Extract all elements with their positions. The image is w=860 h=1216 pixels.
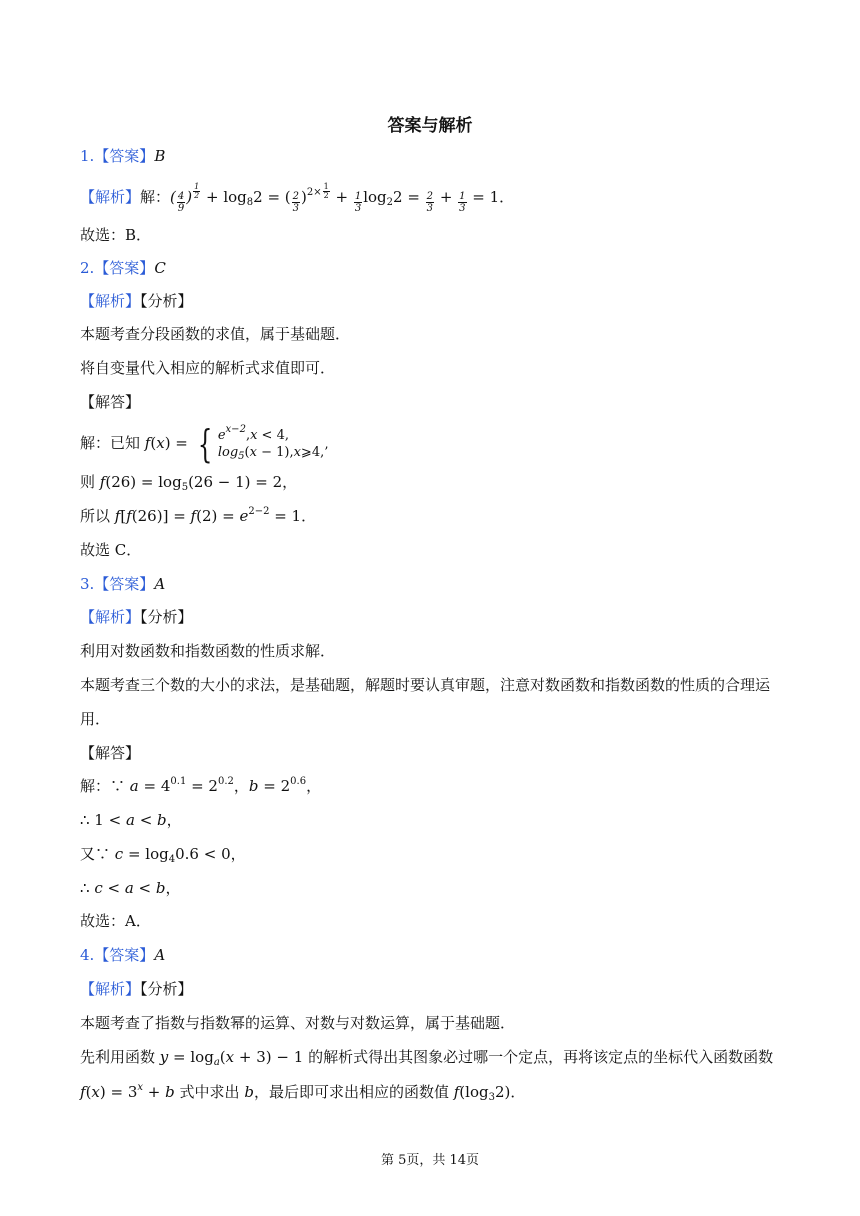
q3-jieda-tag: 【解答】 bbox=[80, 744, 141, 762]
q2-jieda-tag: 【解答】 bbox=[80, 393, 141, 411]
q2-so-label: 所以 bbox=[80, 507, 111, 525]
page-title: 答案与解析 bbox=[387, 116, 473, 136]
q2-conclusion: 故选 C． bbox=[80, 541, 142, 559]
q1-analysis-tag: 【解析】 bbox=[80, 188, 141, 206]
q1-solution-prefix: 解： bbox=[140, 188, 171, 206]
q4-answer-value: A bbox=[154, 946, 166, 964]
q2-then-label: 则 bbox=[80, 473, 96, 491]
q2-function-def: f(x) = bbox=[144, 434, 193, 452]
q2-text1: 本题考查分段函数的求值，属于基础题． bbox=[80, 325, 351, 343]
q3-text2b: 用． bbox=[80, 710, 111, 728]
q2-cases: $e^{x-2},x < 4$, $\log_5(x$ − 1),x⩾4,’ bbox=[217, 424, 329, 462]
q2-answer-value: C bbox=[154, 259, 166, 277]
q4-text2a: 先利用函数 bbox=[80, 1048, 156, 1066]
q2-so-formula: $f[f(26)] = f(2) = e^{2-2} = 1$． bbox=[114, 506, 317, 525]
q3-text1: 利用对数函数和指数函数的性质求解． bbox=[80, 642, 336, 660]
q1-answer-label: 1.【答案】 bbox=[80, 147, 155, 165]
q4-text3b: ，最后即可求出相应的函数值 bbox=[253, 1083, 449, 1101]
q4-text2b: 的解析式得出其图象必过哪一个定点，再将该定点的坐标代入函数函数 bbox=[308, 1048, 774, 1066]
q2-text2: 将自变量代入相应的解析式求值即可． bbox=[80, 359, 336, 377]
q4-analysis-tag: 【解析】 bbox=[80, 980, 141, 998]
q3-solution-prefix: 解： bbox=[80, 777, 111, 795]
q1-solution-line bbox=[80, 183, 514, 214]
q3-answer-label: 3.【答案】 bbox=[80, 575, 155, 593]
q4-answer-line bbox=[80, 945, 165, 965]
q4-fenxi-tag: 【分析】 bbox=[140, 980, 193, 998]
q3-solution-line bbox=[80, 776, 321, 796]
q3-conclusion: 故选：A． bbox=[80, 912, 151, 930]
q3-fenxi-tag: 【分析】 bbox=[140, 608, 193, 626]
q4-text3: $f(x) = 3^x + b$ 式中求出 b，最后即可求出相应的函数值 $f(\log_32)$． bbox=[80, 1082, 526, 1103]
q1-formula: ( $\frac{4}{9}$ ) $^{\frac{1}{2}}$ + $\log_82$ = ( $\frac{2}{3}$ )$^{2\times \frac{1}{2}}$ + $\frac{1}{3}$ $\log_22$ = $\frac{2}{3}$ + $\frac{1}{3}$ = 1． bbox=[170, 182, 515, 214]
q3-answer-line bbox=[80, 574, 165, 594]
q3-you: 又 bbox=[80, 845, 96, 863]
q3-formula-ab: ∵ $a = 4^{0.1} = 2^{0.2}$，$b = 2^{0.6}$， bbox=[110, 776, 322, 795]
q1-conclusion: 故选：B． bbox=[80, 226, 152, 244]
q4-text2: 先利用函数 $y = \log_a(x + 3) - 1$ 的解析式得出其图象必过哪一个定点，再将该定点的坐标代入函数函数 bbox=[80, 1048, 774, 1068]
q4-tags bbox=[80, 979, 193, 999]
q2-so-line bbox=[80, 506, 316, 526]
q2-analysis-tag: 【解析】 bbox=[80, 292, 141, 310]
q3-ineq2: ∴ c < a < b， bbox=[80, 879, 181, 897]
q1-answer-line bbox=[80, 146, 165, 166]
q2-solution-prefix: 解：已知 bbox=[80, 434, 141, 452]
q3-analysis-tag: 【解析】 bbox=[80, 608, 141, 626]
q2-then-formula: $f(26) = \log_5(26 - 1) = 2$， bbox=[99, 473, 298, 493]
q4-answer-label: 4.【答案】 bbox=[80, 946, 155, 964]
q2-piecewise-line: 解：已知 f(x) = { $e^{x-2},x < 4$, $\log_5(x$ − 1),x⩾4,’ bbox=[80, 422, 329, 466]
q3-text2a: 本题考查三个数的大小的求法，是基础题，解题时要认真审题，注意对数函数和指数函数的性质的合理运 bbox=[80, 676, 771, 694]
q1-answer-value: B bbox=[154, 147, 166, 165]
q3-answer-value: A bbox=[154, 575, 166, 593]
q3-tags bbox=[80, 607, 193, 627]
q4-text1: 本题考查了指数与指数幂的运算、对数与对数运算，属于基础题． bbox=[80, 1014, 516, 1032]
q2-tags bbox=[80, 291, 193, 311]
q2-then-line bbox=[80, 472, 297, 492]
q2-answer-label: 2.【答案】 bbox=[80, 259, 155, 277]
q3-c-line: 又∵ $c = \log_40.6 < 0$， bbox=[80, 845, 246, 865]
q4-text3a: 式中求出 bbox=[179, 1083, 240, 1101]
page-footer: 第 5页，共 14页 bbox=[380, 1153, 480, 1168]
q2-answer-line bbox=[80, 258, 166, 278]
q3-ineq1: ∴ 1 < a < b， bbox=[80, 811, 182, 829]
q2-fenxi-tag: 【分析】 bbox=[140, 292, 193, 310]
